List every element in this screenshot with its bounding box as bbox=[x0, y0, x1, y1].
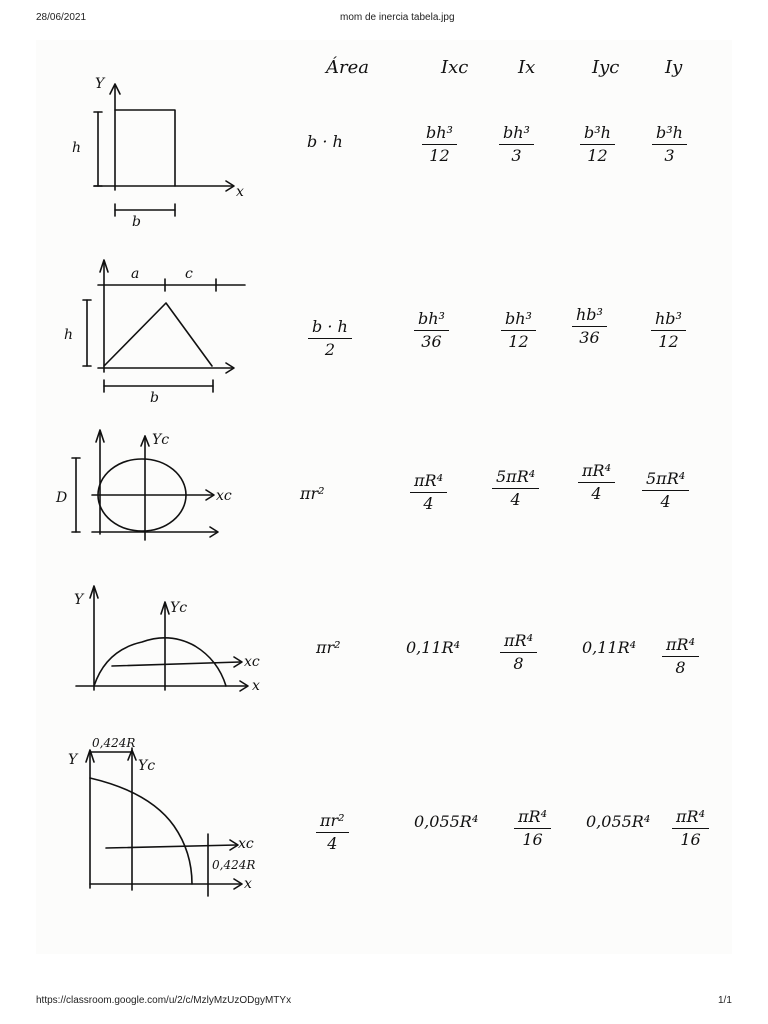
quarter-circle-diagram bbox=[0, 0, 1, 1]
quarter-iy: $\frac{\text{πR⁴}}{16}$ bbox=[672, 808, 709, 849]
column-heading-ixc: Ixc bbox=[441, 57, 469, 78]
quarter-yc-label: Yc bbox=[138, 758, 156, 774]
column-heading-iyc: Iyc bbox=[592, 57, 620, 78]
rect-b-label: b bbox=[132, 214, 141, 230]
semi-x-label: x bbox=[252, 678, 260, 694]
rect-h-label: h bbox=[72, 140, 82, 156]
semi-xc-label: xc bbox=[244, 654, 260, 670]
tri-h-label: h bbox=[64, 327, 74, 343]
column-heading-iy: Iy bbox=[665, 57, 683, 78]
document-title: mom de inercia tabela.jpg bbox=[340, 12, 455, 23]
tri-ix: $\frac{\text{bh³}}{12}$ bbox=[501, 310, 536, 351]
semi-area: πr² bbox=[316, 638, 341, 657]
tri-iy: $\frac{\text{hb³}}{12}$ bbox=[651, 310, 686, 351]
tri-iyc: $\frac{\text{hb³}}{36}$ bbox=[572, 306, 607, 347]
print-date: 28/06/2021 bbox=[36, 12, 87, 23]
semi-iyc: 0,11R⁴ bbox=[582, 638, 637, 657]
rect-iyc: $\frac{\text{b³h}}{12}$ bbox=[580, 124, 615, 165]
semi-ix: $\frac{\text{πR⁴}}{8}$ bbox=[500, 632, 537, 673]
rect-ix: $\frac{\text{bh³}}{3}$ bbox=[499, 124, 534, 165]
quarter-ix: $\frac{\text{πR⁴}}{16}$ bbox=[514, 808, 551, 849]
source-url: https://classroom.google.com/u/2/c/MzlyMzUzODgyMTYx bbox=[36, 995, 292, 1006]
tri-a-label: a bbox=[131, 266, 140, 282]
quarter-ixc: 0,055R⁴ bbox=[414, 812, 479, 831]
tri-b-label: b bbox=[150, 390, 159, 406]
rect-y-label: Y bbox=[95, 76, 105, 92]
quarter-iyc: 0,055R⁴ bbox=[586, 812, 651, 831]
circle-yc-label: Yc bbox=[152, 432, 170, 448]
page-number: 1/1 bbox=[718, 995, 732, 1006]
circle-ixc: $\frac{\text{πR⁴}}{4}$ bbox=[410, 472, 447, 513]
rect-iy: $\frac{\text{b³h}}{3}$ bbox=[652, 124, 687, 165]
quarter-top-dim-label: 0,424R bbox=[92, 736, 136, 750]
circle-ix: $\frac{\text{5πR⁴}}{4}$ bbox=[492, 468, 539, 509]
quarter-area: $\frac{\text{πr²}}{4}$ bbox=[316, 812, 349, 853]
tri-area: $\frac{b \cdot h}{2}$ bbox=[308, 318, 352, 359]
circle-iyc: $\frac{\text{πR⁴}}{4}$ bbox=[578, 462, 615, 503]
rect-area: b · h bbox=[307, 132, 343, 151]
rect-ixc: $\frac{\text{bh³}}{12}$ bbox=[422, 124, 457, 165]
quarter-x-label: x bbox=[244, 876, 252, 892]
quarter-side-dim-label: 0,424R bbox=[212, 858, 256, 872]
circle-xc-label: xc bbox=[216, 488, 232, 504]
rect-x-label: x bbox=[236, 184, 244, 200]
circle-d-label: D bbox=[56, 490, 68, 506]
column-heading-area: Área bbox=[326, 57, 369, 78]
semi-iy: $\frac{\text{πR⁴}}{8}$ bbox=[662, 636, 699, 677]
circle-iy: $\frac{\text{5πR⁴}}{4}$ bbox=[642, 470, 689, 511]
semi-y-label: Y bbox=[74, 592, 84, 608]
quarter-xc-label: xc bbox=[238, 836, 254, 852]
tri-ixc: $\frac{\text{bh³}}{36}$ bbox=[414, 310, 449, 351]
column-heading-ix: Ix bbox=[518, 57, 536, 78]
semi-yc-label: Yc bbox=[170, 600, 188, 616]
tri-c-label: c bbox=[185, 266, 193, 282]
quarter-y-label: Y bbox=[68, 752, 78, 768]
semi-ixc: 0,11R⁴ bbox=[406, 638, 461, 657]
circle-area: πr² bbox=[300, 484, 325, 503]
